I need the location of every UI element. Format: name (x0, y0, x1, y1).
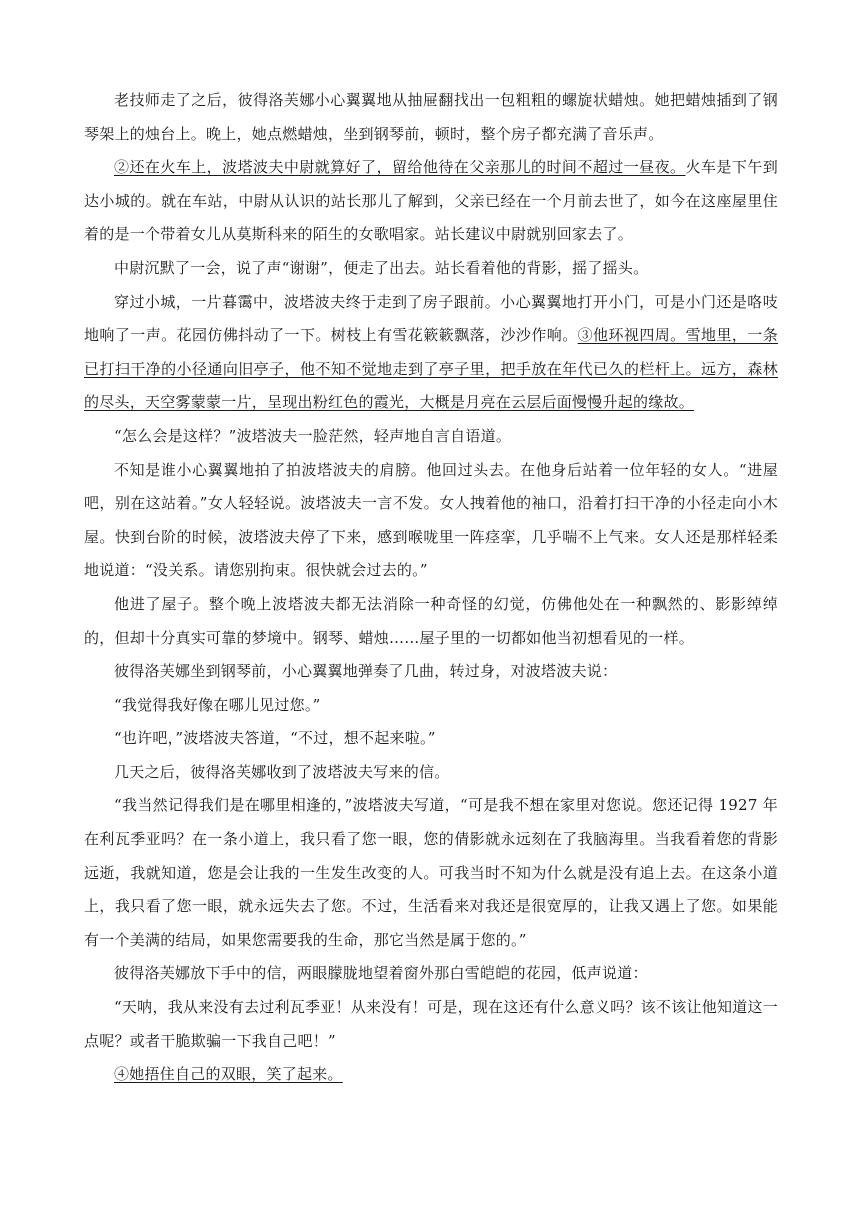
paragraph-text: 他进了屋子。整个晚上波塔波夫都无法消除一种奇怪的幻觉，仿佛他处在一种飘然的、影影绰绰的，但却十分真实可靠的梦境中。钢琴、蜡烛……屋子里的一切都如他当初想看见的一样。 (84, 594, 778, 647)
paragraph (84, 789, 778, 957)
paragraph (84, 588, 778, 655)
paragraph (84, 151, 778, 252)
paragraph-text: “也许吧，”波塔波夫答道，“不过，想不起来啦。” (114, 729, 436, 748)
paragraph (84, 689, 778, 723)
paragraph (84, 756, 778, 790)
paragraph-text: 不知是谁小心翼翼地拍了拍波塔波夫的肩膀。他回过头去。在他身后站着一位年轻的女人。“进屋吧，别在这站着。”女人轻轻说。波塔波夫一言不发。女人拽着他的袖口，沿着打扫干净的小径走向小木屋。快到台阶的时候，波塔波夫停了下来，感到喉咙里一阵痉挛，几乎喘不上气来。女人还是那样轻柔地说道：“没关系。请您别拘束。很快就会过去的。” (84, 460, 778, 580)
paragraph (84, 286, 778, 420)
paragraph (84, 454, 778, 588)
paragraph (84, 655, 778, 689)
paragraph-text: “天呐，我从来没有去过利瓦季亚！从来没有！可是，现在这还有什么意义吗？该不该让他知道这一点呢？或者干脆欺骗一下我自己吧！” (84, 998, 778, 1050)
paragraph (84, 252, 778, 286)
paragraph-text: “怎么会是这样？”波塔波夫一脸茫然，轻声地自言自语道。 (114, 426, 512, 445)
paragraph (84, 991, 778, 1058)
paragraph (84, 957, 778, 991)
paragraph-text: 中尉沉默了一会，说了声“谢谢”，便走了出去。站长看着他的背影，摇了摇头。 (114, 258, 649, 277)
underlined-text: ②还在火车上，波塔波夫中尉就算好了，留给他待在父亲那儿的时间不超过一昼夜。 (114, 158, 686, 177)
paragraph (84, 1058, 778, 1092)
paragraph (84, 84, 778, 151)
paragraph-text: 彼得洛芙娜坐到钢琴前，小心翼翼地弹奏了几曲，转过身，对波塔波夫说： (114, 662, 618, 681)
paragraph-text: “我觉得我好像在哪儿见过您。” (114, 695, 321, 714)
paragraph-text: 彼得洛芙娜放下手中的信，两眼朦胧地望着窗外那白雪皑皑的花园，低声说道： (114, 964, 648, 983)
paragraph-text: “我当然记得我们是在哪里相逢的，”波塔波夫写道，“可是我不想在家里对您说。您还记得 1927 年在利瓦季亚吗？在一条小道上，我只看了您一眼，您的倩影就永远刻在了我脑海里。当我看着您的背影远逝，我就知道，您是会让我的一生发生改变的人。可我当时不知为什么就是没有追上去。在这条小道上，我只看了您一眼，就永远失去了您。不过，生活看来对我还是很宽厚的，让我又遇上了您。如果能有一个美满的结局，如果您需要我的生命，那它当然是属于您的。” (84, 796, 778, 949)
paragraph (84, 420, 778, 454)
paragraph (84, 722, 778, 756)
paragraph-text: 火车是下午到达小城的。就在车站，中尉从认识的站长那儿了解到，父亲已经在一个月前去世了，如今在这座屋里住着的是一个带着女儿从莫斯科来的陌生的女歌唱家。站长建议中尉就别回家去了。 (84, 158, 778, 244)
paragraph-text: 老技师走了之后，彼得洛芙娜小心翼翼地从抽屉翻找出一包粗粗的螺旋状蜡烛。她把蜡烛插到了钢琴架上的烛台上。晚上，她点燃蜡烛，坐到钢琴前，顿时，整个房子都充满了音乐声。 (84, 91, 778, 143)
paragraph-text: 穿过小城，一片暮霭中，波塔波夫终于走到了房子跟前。小心翼翼地打开小门，可是小门还是咯吱地响了一声。花园仿佛抖动了一下。树枝上有雪花簌簌飘落，沙沙作响。 (84, 292, 778, 345)
underlined-text: ③他环视四周。雪地里，一条已打扫干净的小径通向旧亭子，他不知不觉地走到了亭子里，把手放在年代已久的栏杆上。远方，森林的尽头，天空雾蒙蒙一片，呈现出粉红色的霞光，大概是月亮在云层后面慢慢升起的缘故。 (84, 326, 778, 412)
underlined-text: ④她捂住自己的双眼，笑了起来。 (114, 1065, 343, 1084)
paragraph-text: 几天之后，彼得洛芙娜收到了波塔波夫写来的信。 (114, 762, 450, 781)
